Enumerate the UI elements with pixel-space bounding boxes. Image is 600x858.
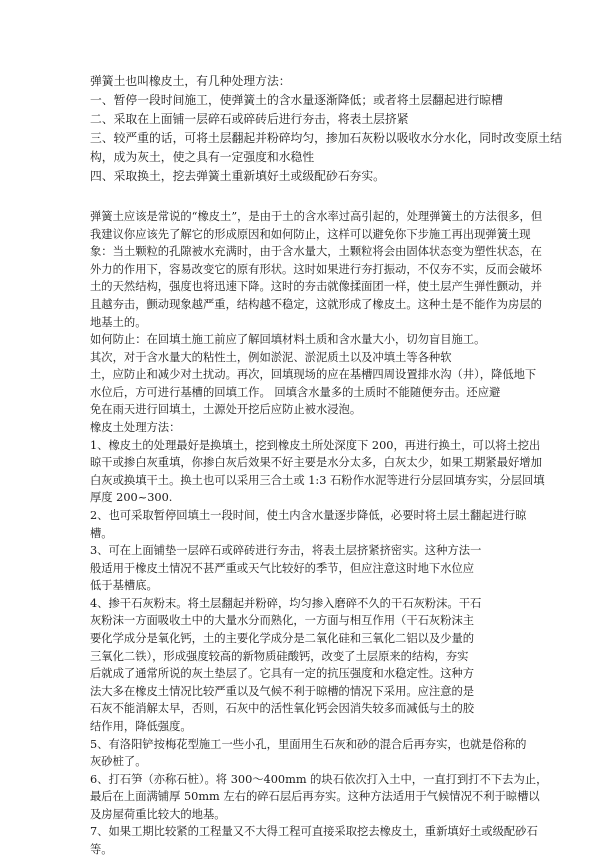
- body-line: 2、也可采取暂停回填土一段时间，使土内含水量逐步降低，必要时将土层土翻起进行晾: [90, 508, 527, 522]
- body-line: 5、有洛阳铲按梅花型施工一些小孔，里面用生石灰和砂的混合后再夯实，也就是俗称的: [90, 737, 527, 751]
- body-line: 橡皮土处理方法：: [90, 421, 181, 434]
- body-line: 后就成了通常所说的灰土垫层了。它具有一定的抗压强度和水稳定性。这种方: [90, 667, 475, 681]
- body-line: 我建议你应该先了解它的形成原因和如何防止，这样可以避免你下步施工再出现弹簧土现: [90, 227, 531, 241]
- body-line: 低于基槽底。: [90, 579, 158, 593]
- body-line: 及房屋荷重比较大的地基。: [90, 807, 226, 821]
- body-line: 弹簧土应该是常说的“橡皮土”，是由于土的含水率过高引起的，处理弹簧土的方法很多，但: [90, 210, 543, 223]
- body-line: 且越夯击，颤动现象越严重，结构越不稳定，这就形成了橡皮土。这种土是不能作为房层的: [90, 297, 542, 311]
- body-line: 结作用，降低强度。: [90, 719, 192, 733]
- body-line: 象：当土颗粒的孔隙被水充满时，由于含水量大，土颗粒将会由固体状态变为塑性状态，在: [90, 245, 542, 259]
- body-line: 其次，对于含水量大的粘性土，例如淤泥、淤泥质土以及冲填土等各种软: [90, 350, 452, 364]
- body-line: 槽。: [90, 526, 113, 540]
- body-line: 般适用于橡皮土情况不甚严重或天气比较好的季节，但应注意这时地下水位应: [90, 561, 475, 575]
- body-line: 7、如果工期比较紧的工程量又不大得工程可直接采取挖去橡皮土，重新填好土或级配砂石: [90, 825, 538, 839]
- intro-line: 弹簧土也叫橡皮土，有几种处理方法：: [90, 74, 291, 88]
- body-line: 要化学成分是氧化钙，土的主要化学成分是二氧化硅和三氧化二铝以及少量的: [90, 632, 475, 645]
- body-line: 最后在上面满铺厚 50mm 左右的碎石层后再夯实。这种方法适用于气候情况不利于晾槽以: [90, 790, 540, 804]
- body-line: 土，应防止和减少对土扰动。再次，回填现场的应在基槽四周设置排水沟（井），降低地下: [90, 368, 537, 382]
- body-line: 法大多在橡皮土情况比较严重以及气候不利于晾槽的情况下采用。应注意的是: [90, 684, 475, 698]
- body-line: 水位后，方可进行基槽的回填工作。 回填含水量多的土质时不能随便夯击。还应避: [90, 385, 501, 399]
- body-line: 地基土的。: [90, 315, 147, 329]
- body-line: 如何防止：在回填土施工前应了解回填材料土质和含水量大小，切勿盲目施工。: [90, 333, 486, 347]
- body-line: 4、掺干石灰粉末。将土层翻起并粉碎，均匀掺入磨碎不久的干石灰粉沫。干石: [90, 596, 482, 610]
- intro-line: 四、采取换土，挖去弹簧土重新填好土或级配砂石夯实。: [90, 169, 385, 183]
- intro-line: 三、较严重的话，可将土层翻起并粉碎均匀，掺加石灰粉以吸收水分水化，同时改变原土结: [90, 131, 562, 145]
- body-line: 三氧化二铁），形成强度较高的新物质硅酸钙，改变了土层原来的结构，夯实: [90, 649, 469, 663]
- body-line: 外力的作用下，容易改变它的原有形状。这时如果进行夯打振动，不仅夯不实，反而会破坏: [90, 262, 542, 276]
- body-line: 晾干或掺白灰重填，你掺白灰后效果不好主要是水分太多，白灰太少，如果工期紧最好增加: [90, 456, 542, 470]
- intro-line: 一、暂停一段时间施工，使弹簧土的含水量逐渐降低；或者将土层翻起进行晾槽: [90, 93, 503, 107]
- body-line: 石灰不能消解太早，否则，石灰中的活性氧化钙会因消失较多而减低与土的胶: [90, 702, 475, 716]
- intro-line: 构，成为灰土，使之具有一定强度和水稳性: [90, 150, 315, 164]
- body-line: 1、橡皮土的处理最好是换填土，挖到橡皮土所处深度下 200，再进行换土，可以将土挖出: [90, 438, 541, 452]
- body-line: 灰砂桩了。: [90, 755, 147, 769]
- body-line: 厚度 200~300.: [90, 491, 173, 505]
- body-line: 灰粉沫一方面吸收土中的大量水分而熟化，一方面与相互作用（干石灰粉沫主: [90, 614, 475, 628]
- intro-line: 二、采取在上面铺一层碎石或碎砖后进行夯击，将表土层挤紧: [90, 112, 409, 126]
- body-line: 3、可在上面铺垫一层碎石或碎砖进行夯击，将表土层挤紧挤密实。这种方法一: [90, 544, 482, 558]
- body-line: 6、打石笋（亦称石桩）。将 300～400mm 的块石依次打入土中，一直打到打不下去为止，: [90, 772, 548, 786]
- body-line: 白灰或换填干土。换土也可以采用三合土或 1:3 石粉作水泥等进行分层回填夯实，分层回填: [90, 473, 545, 487]
- body-line: 土的天然结构，强度也将迅速下降。这时的夯击就像揉面团一样，使土层产生弹性颤动，并: [90, 280, 542, 294]
- body-line: 免在雨天进行回填土，土源处开挖后应防止被水浸泡。: [90, 403, 362, 417]
- body-line: 等。: [90, 843, 113, 856]
